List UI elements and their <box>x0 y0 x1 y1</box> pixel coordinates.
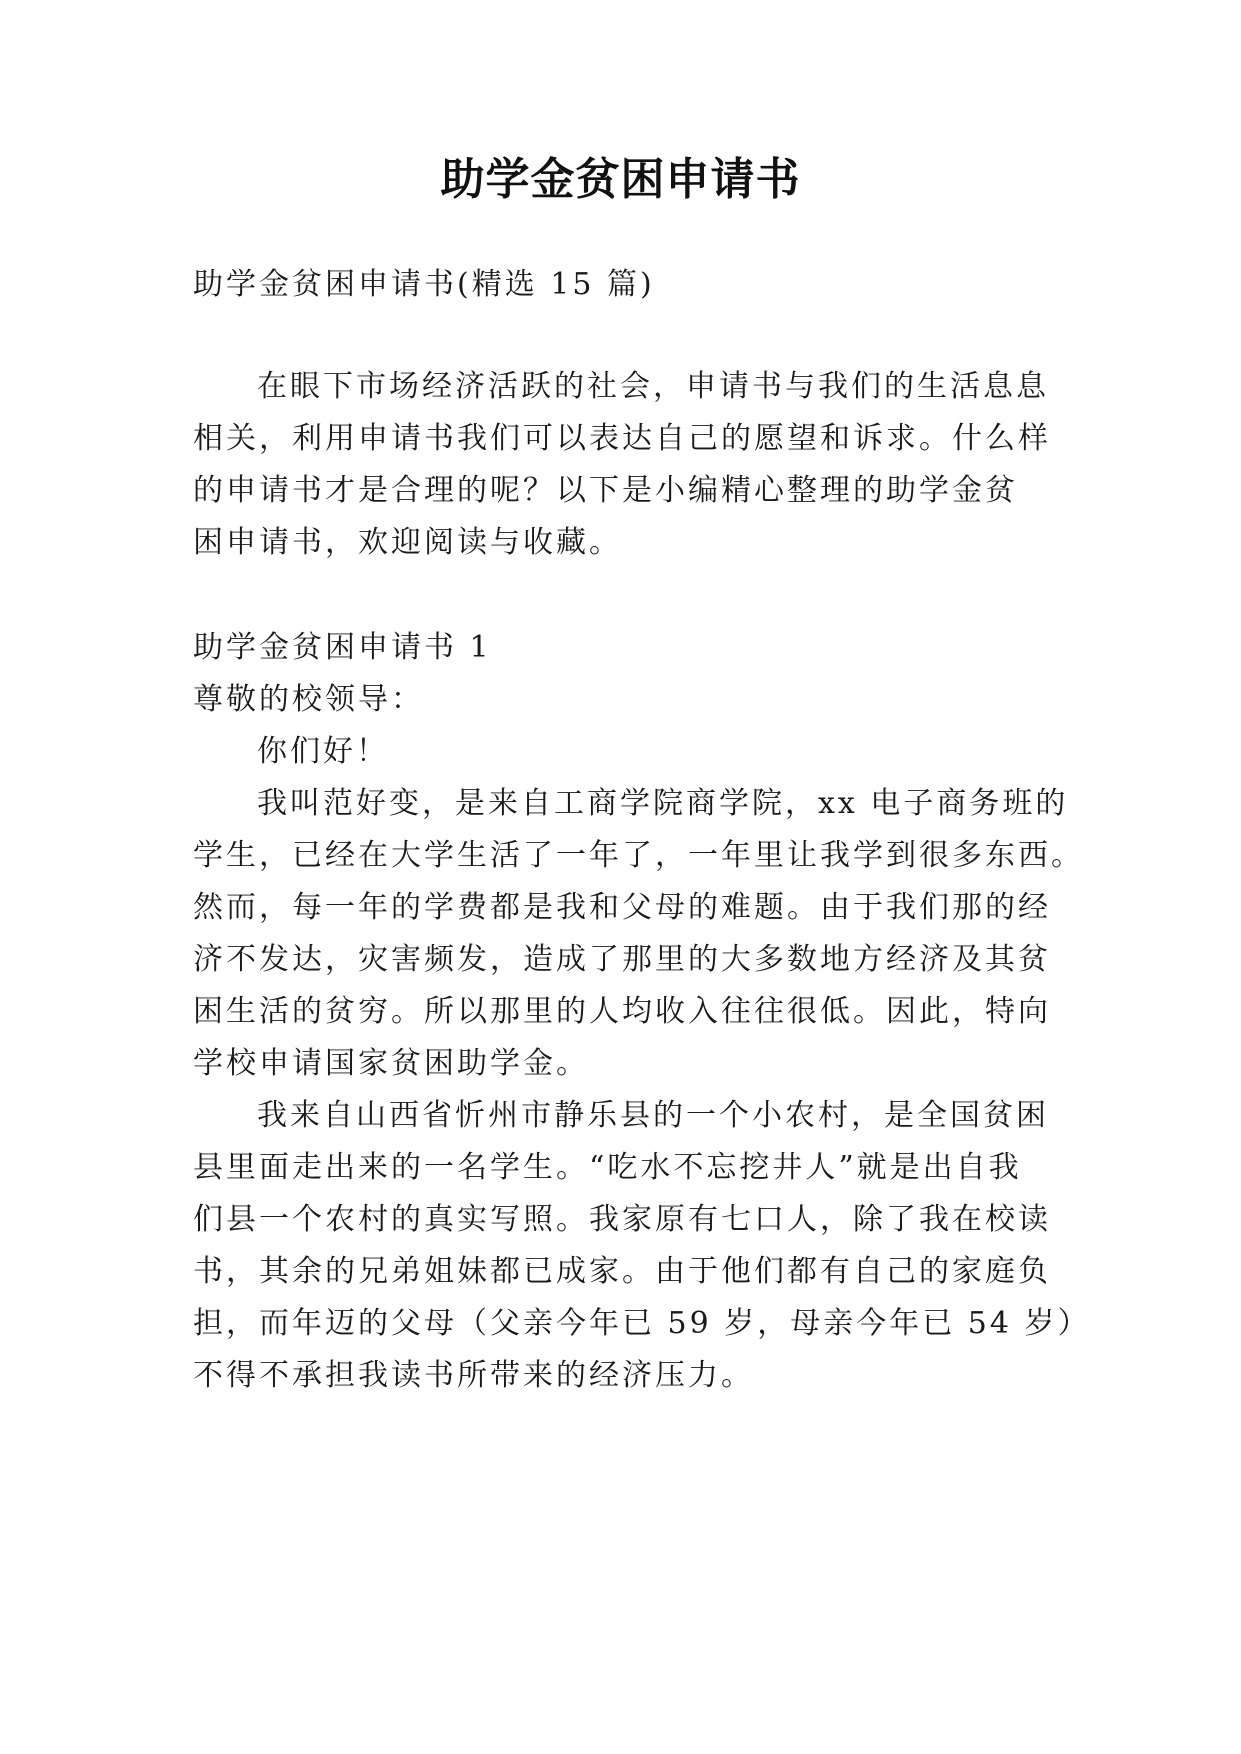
paragraph-line: 学生，已经在大学生活了一年了，一年里让我学到很多东西。 <box>193 838 1084 873</box>
paragraph-line: 不得不承担我读书所带来的经济压力。 <box>193 1358 754 1393</box>
paragraph-line: 书，其余的兄弟姐妹都已成家。由于他们都有自己的家庭负 <box>193 1254 1051 1289</box>
greeting: 你们好！ <box>257 734 389 769</box>
paragraph-line: 我叫范好变，是来自工商学院商学院，xx 电子商务班的 <box>257 786 1069 821</box>
salutation: 尊敬的校领导： <box>193 682 424 717</box>
paragraph-line: 济不发达，灾害频发，造成了那里的大多数地方经济及其贫 <box>193 942 1051 977</box>
intro-line: 的申请书才是合理的呢？以下是小编精心整理的助学金贫 <box>193 473 1018 508</box>
intro-line: 困申请书，欢迎阅读与收藏。 <box>193 525 622 560</box>
paragraph-line: 县里面走出来的一名学生。“吃水不忘挖井人”就是出自我 <box>193 1150 1022 1185</box>
paragraph-line: 困生活的贫穷。所以那里的人均收入往往很低。因此，特向 <box>193 994 1051 1029</box>
document-title: 助学金贫困申请书 <box>440 154 801 205</box>
paragraph-line: 们县一个农村的真实写照。我家原有七口人，除了我在校读 <box>193 1202 1051 1237</box>
paragraph-line: 担，而年迈的父母（父亲今年已 59 岁，母亲今年已 54 岁） <box>193 1306 1091 1341</box>
intro-line: 相关，利用申请书我们可以表达自己的愿望和诉求。什么样 <box>193 421 1051 456</box>
section-heading: 助学金贫困申请书 1 <box>193 630 492 665</box>
intro-line: 在眼下市场经济活跃的社会，申请书与我们的生活息息 <box>257 369 1049 404</box>
paragraph-line: 我来自山西省忻州市静乐县的一个小农村，是全国贫困 <box>257 1098 1049 1133</box>
document-subtitle: 助学金贫困申请书(精选 15 篇) <box>193 267 655 302</box>
paragraph-line: 然而，每一年的学费都是我和父母的难题。由于我们那的经 <box>193 890 1051 925</box>
paragraph-line: 学校申请国家贫困助学金。 <box>193 1046 589 1081</box>
